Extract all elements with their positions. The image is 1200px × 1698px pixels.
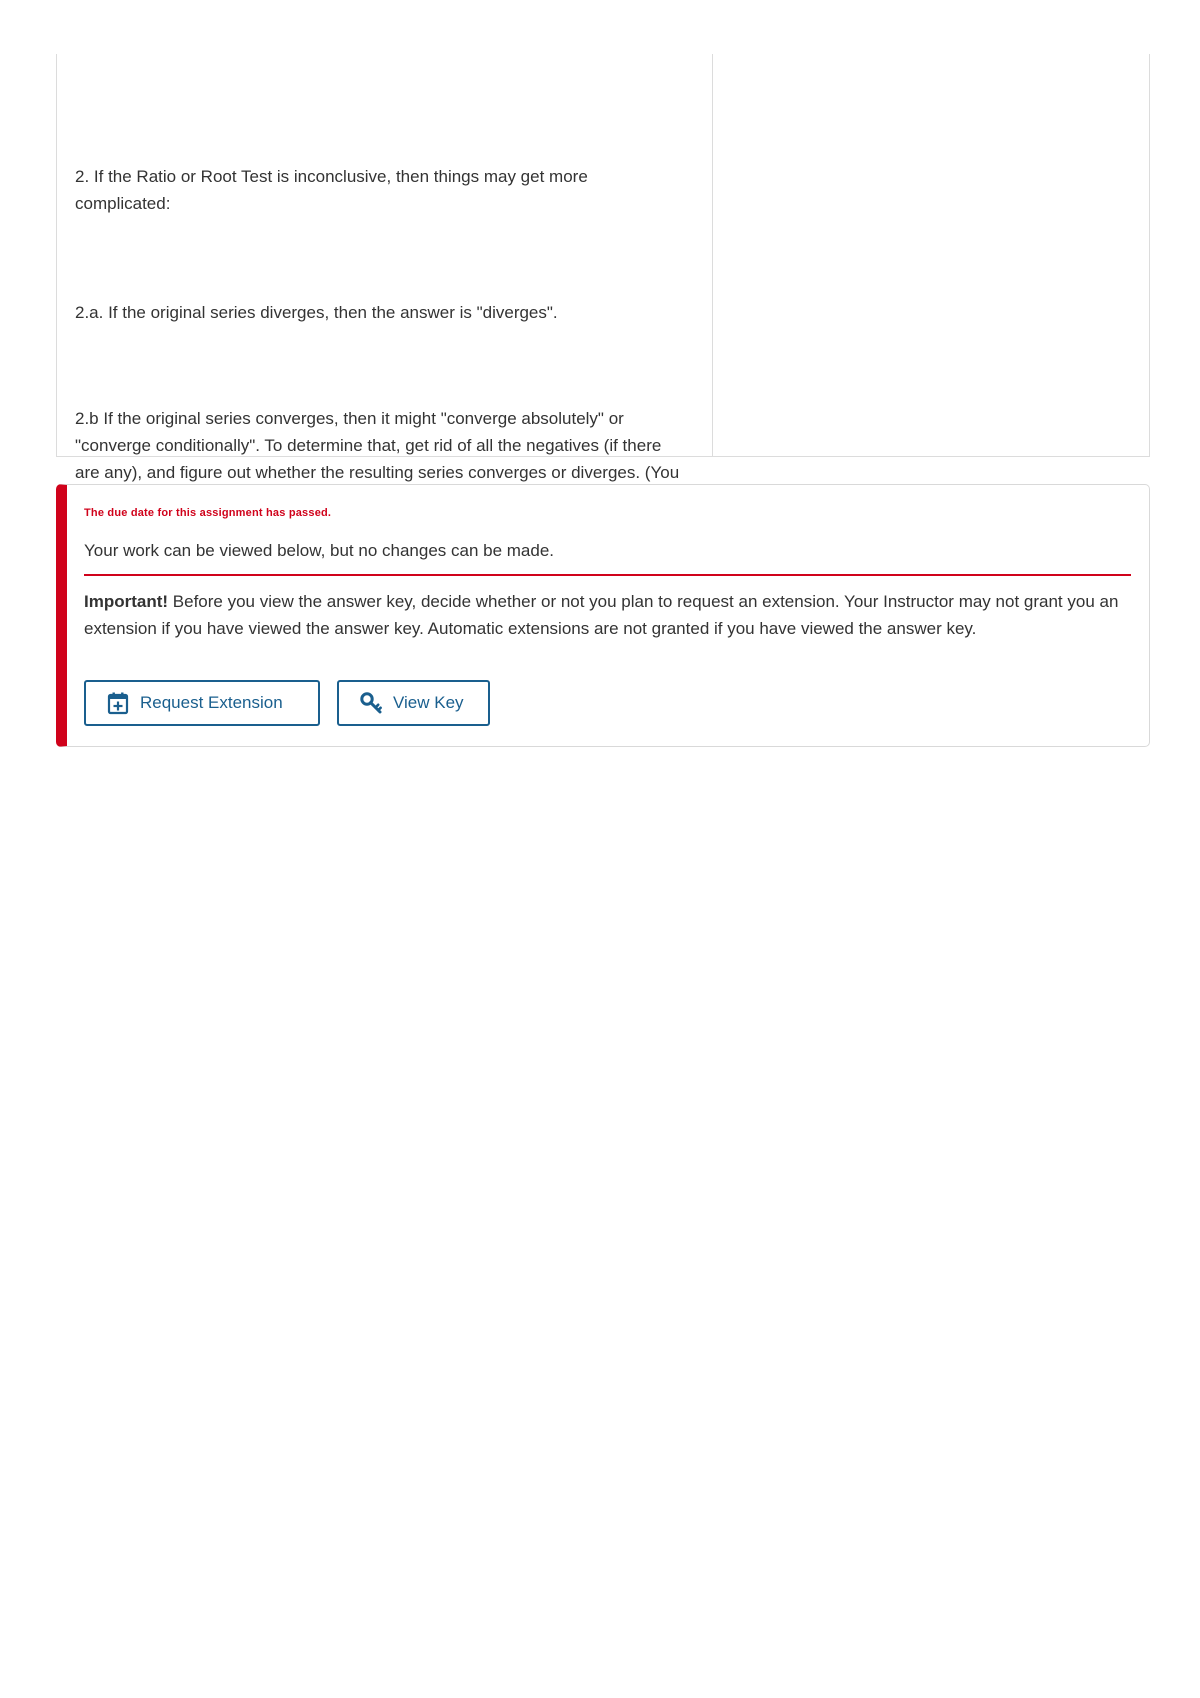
key-icon xyxy=(359,691,383,715)
instruction-paragraph-2: 2. If the Ratio or Root Test is inconclusive, then things may get more complicated: xyxy=(75,167,588,213)
request-extension-button[interactable] xyxy=(84,680,320,726)
due-date-alert xyxy=(56,484,1150,747)
alert-divider xyxy=(84,574,1131,576)
alert-title: The due date for this assignment has passed. xyxy=(84,507,332,519)
calendar-plus-icon xyxy=(106,691,130,715)
alert-subtitle: Your work can be viewed below, but no changes can be made. xyxy=(84,541,555,560)
request-extension-label: Request Extension xyxy=(140,693,283,712)
instruction-paragraph-2b: 2.b If the original series converges, then it might "converge absolutely" or "converge conditionally". To determine that, get rid of all the negatives (if there are any), and figure out whether the resulting series converges or diverges. (You xyxy=(75,409,680,482)
question-content-panel xyxy=(56,54,1150,482)
alert-important-notice xyxy=(84,588,1125,642)
view-key-label: View Key xyxy=(393,693,464,712)
answer-column xyxy=(713,54,1149,456)
important-text: Before you view the answer key, decide whether or not you plan to request an extension. Your Instructor may not grant you an extension if you have viewed the answer key. Automatic extensions are not granted if you have viewed the answer key. xyxy=(84,592,1119,638)
view-key-button[interactable] xyxy=(337,680,490,726)
question-text-column xyxy=(57,54,713,482)
important-label: Important! xyxy=(84,592,169,611)
instruction-paragraph-2a: 2.a. If the original series diverges, then the answer is "diverges". xyxy=(75,303,558,322)
